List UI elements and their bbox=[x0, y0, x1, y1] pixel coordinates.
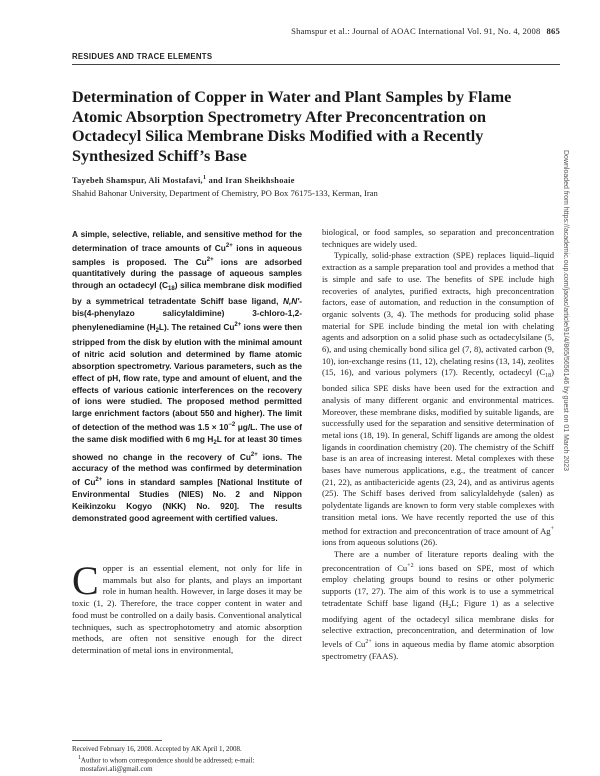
section-label: RESIDUES AND TRACE ELEMENTS bbox=[72, 52, 213, 61]
author-list bbox=[72, 175, 295, 185]
drop-cap: C bbox=[72, 558, 99, 603]
correspondence-note: $^1$Author to whom correspondence should be addressed; e-mail: mostafavi.ali@gmail.com bbox=[78, 755, 255, 774]
author-1: Tayebeh Shamspur, bbox=[72, 175, 147, 185]
section-divider bbox=[72, 64, 560, 65]
page-number: 865 bbox=[546, 26, 560, 36]
article-title: Determination of Copper in Water and Plant Samples by Flame Atomic Absorption Spectrometry After Preconcentration on Octadecyl Silica Membrane Disks Modified with a Recently Synthesized Schiff’s Base bbox=[72, 88, 512, 165]
paragraph-aim: There are a number of literature reports dealing with the preconcentration of $Cu^{+2}$ ions based on SPE, most of which employ chelating groups bound to resins or other polymeric supports (17, 27). The aim of this work is to use a symmetrical tetradentate Schiff base ligand ($H_2L$; Figure 1) as a selective modifying agent of the octadecyl silica membrane disks for selective extraction, preconcentration, and determination of low levels of $Cu^{2+}$ ions in aqueous media by flame atomic absorption spectrometry (FAAS). bbox=[322, 548, 554, 661]
author-conjunction: and bbox=[208, 175, 223, 185]
corresponding-author-mark: 1 bbox=[202, 175, 207, 181]
affiliation: Shahid Bahonar University, Department of Chemistry, PO Box 76175-133, Kerman, Iran bbox=[72, 188, 378, 198]
received-date: Received February 16, 2008. Accepted by AK April 1, 2008. bbox=[72, 745, 242, 753]
running-head-text: Shamspur et al.: Journal of AOAC International Vol. 91, No. 4, 2008 bbox=[291, 26, 541, 36]
introduction-paragraph: Copper is an essential element, not only for life in mammals but also for plants, and plays an important role in human health. However, in large doses it may be toxic (1, 2). Therefore, the trace copper content in water and food must be controlled on a daily basis. Conventional analytical techniques, such as spectrophotometry and atomic absorption methods, are often not sensitive enough for the direct determination of metal ions in environmental, bbox=[72, 558, 302, 655]
paragraph-continuation: biological, or food samples, so separation and preconcentration techniques are widely used. bbox=[322, 227, 554, 249]
body-column-right bbox=[322, 227, 554, 662]
author-2: Ali Mostafavi, bbox=[148, 175, 203, 185]
running-head bbox=[291, 26, 560, 36]
footnote-divider bbox=[72, 740, 162, 741]
author-3: Iran Sheikhshoaie bbox=[225, 175, 295, 185]
paragraph-spe: Typically, solid-phase extraction (SPE) replaces liquid–liquid extraction as a sample preparation tool and provides a method that is simple and safe to use. The benefits of SPE include high recoveries of analytes, purified extracts, high preconcentration factors, ease of automation, and reduction in the consumption of organic solvents (3, 4). The methods for producing solid phase material for SPE include binding the metal ion with chelating agents and adsorption on a solid phase such as octadecylsilane (5, 6), and using chemically bond silica gel (7, 8), activated carbon (9, 10), ion-exchange resins (11, 12), chelating resins (13, 14), zeolites (15, 16), and various polymers (17). Recently, octadecyl $(C_{18})$ bonded silica SPE disks have been used for the extraction and analysis of many different organic and environmental matrices. Moreover, these membrane disks, modified by suitable ligands, are successfully used for the separation and sensitive determination of metal ions (18, 19). In general, Schiff ligands are among the oldest ligands in coordination chemistry (20). The chemistry of the Schiff base is an area of increasing interest. Metal complexes with these bases have numerous applications, e.g., the treatment of cancer (21, 22), as antibactericide agents (23, 24), and as antivirus agents (25). The Schiff bases derived from salicylaldehyde (salen) as polydentate ligands are known to form very stable complexes with transition metal ions. We have recently reported the use of this method for extraction and preconcentration of trace amount of Ag+ ions from aqueous solutions (26). bbox=[322, 250, 554, 548]
download-watermark: Downloaded from https://academic.oup.com/jaoac/article/91/4/865/5656146 by guest on 01 March 2023 bbox=[562, 150, 569, 472]
footnotes bbox=[72, 745, 302, 774]
abstract: A simple, selective, reliable, and sensitive method for the determination of trace amounts of $Cu^{2+}$ ions in aqueous samples is proposed. The $Cu^{2+}$ ions are adsorbed quantitatively during the passage of aqueous samples through an octadecyl $(C_{18})$ silica membrane disk modified by a symmetrical tetradentate Schiff base ligand, N,N′-bis(4-phenylazo salicylaldimine) 3-chloro-1,2-phenylenediamine $(H_2L)$. The retained $Cu^{2+}$ ions were then stripped from the disk by elution with the minimal amount of nitric acid solution and determined by flame atomic absorption spectrometry. Various parameters, such as the effect of pH, flow rate, type and amount of eluent, and the effects of various cationic interferences on the recovery of ions were studied. The proposed method permitted large enrichment factors (about 550 and higher). The limit of detection of the method was $1.5 \times 10^{-2}$ μg/L. The use of the same disk modified with 6 mg $H_2L$ for at least 30 times showed no change in the recovery of $Cu^{2+}$ ions. The accuracy of the method was confirmed by determination of $Cu^{2+}$ ions in standard samples [National Institute of Environmental Studies (NIES) No. 2 and Nippon Keikinzoku Kogyo (NKK) No. 920]. The results demonstrated good agreement with certified values. bbox=[72, 229, 303, 523]
